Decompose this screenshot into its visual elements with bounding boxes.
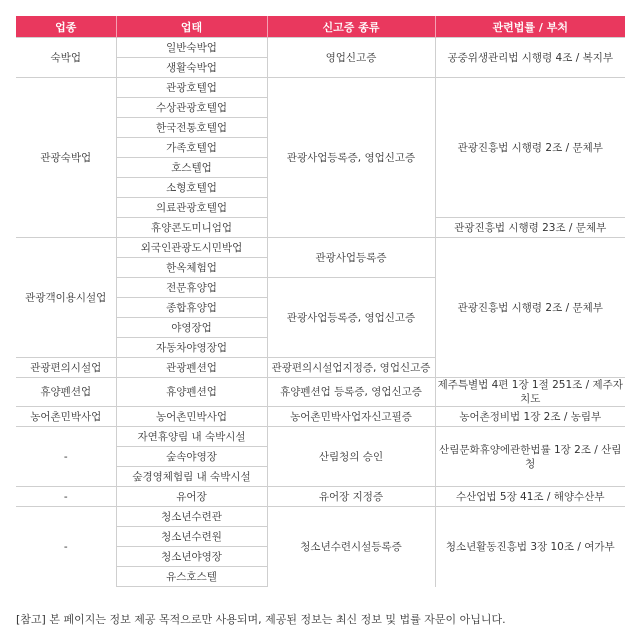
business-form-cell: 종합휴양업 bbox=[116, 298, 267, 318]
header-business-form: 업태 bbox=[116, 16, 267, 38]
business-form-cell: 자동차야영장업 bbox=[116, 338, 267, 358]
certificate-cell: 유어장 지정증 bbox=[267, 487, 435, 507]
law-cell: 관광진흥법 시행령 2조 / 문체부 bbox=[435, 78, 625, 218]
business-form-cell: 청소년수련원 bbox=[116, 527, 267, 547]
business-form-cell: 생활숙박업 bbox=[116, 58, 267, 78]
law-cell: 수산업법 5장 41조 / 해양수산부 bbox=[435, 487, 625, 507]
law-cell: 산림문화휴양에관한법률 1장 2조 / 산림청 bbox=[435, 427, 625, 487]
business-form-cell: 의료관광호텔업 bbox=[116, 198, 267, 218]
table-row bbox=[16, 38, 625, 58]
business-form-cell: 유어장 bbox=[116, 487, 267, 507]
business-type-cell: - bbox=[16, 487, 116, 507]
business-form-cell: 전문휴양업 bbox=[116, 278, 267, 298]
business-type-cell: 관광편의시설업 bbox=[16, 358, 116, 378]
business-form-cell: 관광펜션업 bbox=[116, 358, 267, 378]
table-row bbox=[16, 427, 625, 447]
business-type-cell: 관광객이용시설업 bbox=[16, 238, 116, 358]
business-form-cell: 청소년수련관 bbox=[116, 507, 267, 527]
business-form-cell: 소형호텔업 bbox=[116, 178, 267, 198]
business-form-cell: 야영장업 bbox=[116, 318, 267, 338]
certificate-cell: 청소년수련시설등록증 bbox=[267, 507, 435, 587]
business-form-cell: 관광호텔업 bbox=[116, 78, 267, 98]
business-form-cell: 한국전통호텔업 bbox=[116, 118, 267, 138]
table-row bbox=[16, 78, 625, 98]
accommodation-license-table bbox=[16, 16, 625, 587]
business-type-cell: 숙박업 bbox=[16, 38, 116, 78]
table-row bbox=[16, 507, 625, 527]
business-form-cell: 가족호텔업 bbox=[116, 138, 267, 158]
law-cell: 제주특별법 4편 1장 1절 251조 / 제주자치도 bbox=[435, 378, 625, 407]
certificate-cell: 관광사업등록증, 영업신고증 bbox=[267, 78, 435, 238]
business-form-cell: 숲경영체험림 내 숙박시설 bbox=[116, 467, 267, 487]
law-cell: 관광진흥법 시행령 23조 / 문체부 bbox=[435, 218, 625, 238]
business-form-cell: 유스호스텔 bbox=[116, 567, 267, 587]
certificate-cell: 관광사업등록증 bbox=[267, 238, 435, 278]
business-form-cell: 청소년야영장 bbox=[116, 547, 267, 567]
certificate-cell: 관광사업등록증, 영업신고증 bbox=[267, 278, 435, 358]
certificate-cell: 관광편의시설업지정증, 영업신고증 bbox=[267, 358, 435, 378]
table-row bbox=[16, 378, 625, 407]
certificate-cell: 농어촌민박사업자신고필증 bbox=[267, 407, 435, 427]
header-related-law: 관련법률 / 부처 bbox=[435, 16, 625, 38]
business-form-cell: 호스텔업 bbox=[116, 158, 267, 178]
business-type-cell: - bbox=[16, 507, 116, 587]
certificate-cell: 영업신고증 bbox=[267, 38, 435, 78]
business-form-cell: 농어촌민박사업 bbox=[116, 407, 267, 427]
law-cell: 관광진흥법 시행령 2조 / 문체부 bbox=[435, 238, 625, 378]
certificate-cell: 휴양펜션업 등록증, 영업신고증 bbox=[267, 378, 435, 407]
header-business-type: 업종 bbox=[16, 16, 116, 38]
business-type-cell: 관광숙박업 bbox=[16, 78, 116, 238]
header-certificate-type: 신고증 종류 bbox=[267, 16, 435, 38]
business-form-cell: 외국인관광도시민박업 bbox=[116, 238, 267, 258]
business-type-cell: 농어촌민박사업 bbox=[16, 407, 116, 427]
business-type-cell: 휴양펜션업 bbox=[16, 378, 116, 407]
business-form-cell: 일반숙박업 bbox=[116, 38, 267, 58]
table-row bbox=[16, 487, 625, 507]
business-form-cell: 숲속야영장 bbox=[116, 447, 267, 467]
disclaimer-note: [참고] 본 페이지는 정보 제공 목적으로만 사용되며, 제공된 정보는 최신 정보 및 법률 자문이 아닙니다. bbox=[16, 613, 506, 626]
business-form-cell: 휴양콘도미니엄업 bbox=[116, 218, 267, 238]
business-type-cell: - bbox=[16, 427, 116, 487]
business-form-cell: 한옥체험업 bbox=[116, 258, 267, 278]
law-cell: 공중위생관리법 시행령 4조 / 복지부 bbox=[435, 38, 625, 78]
business-form-cell: 휴양펜션업 bbox=[116, 378, 267, 407]
table-row bbox=[16, 407, 625, 427]
table-header-row bbox=[16, 16, 625, 38]
law-cell: 농어촌정비법 1장 2조 / 농림부 bbox=[435, 407, 625, 427]
business-form-cell: 수상관광호텔업 bbox=[116, 98, 267, 118]
business-form-cell: 자연휴양림 내 숙박시설 bbox=[116, 427, 267, 447]
table-row bbox=[16, 238, 625, 258]
certificate-cell: 산림청의 승인 bbox=[267, 427, 435, 487]
law-cell: 청소년활동진흥법 3장 10조 / 여가부 bbox=[435, 507, 625, 587]
